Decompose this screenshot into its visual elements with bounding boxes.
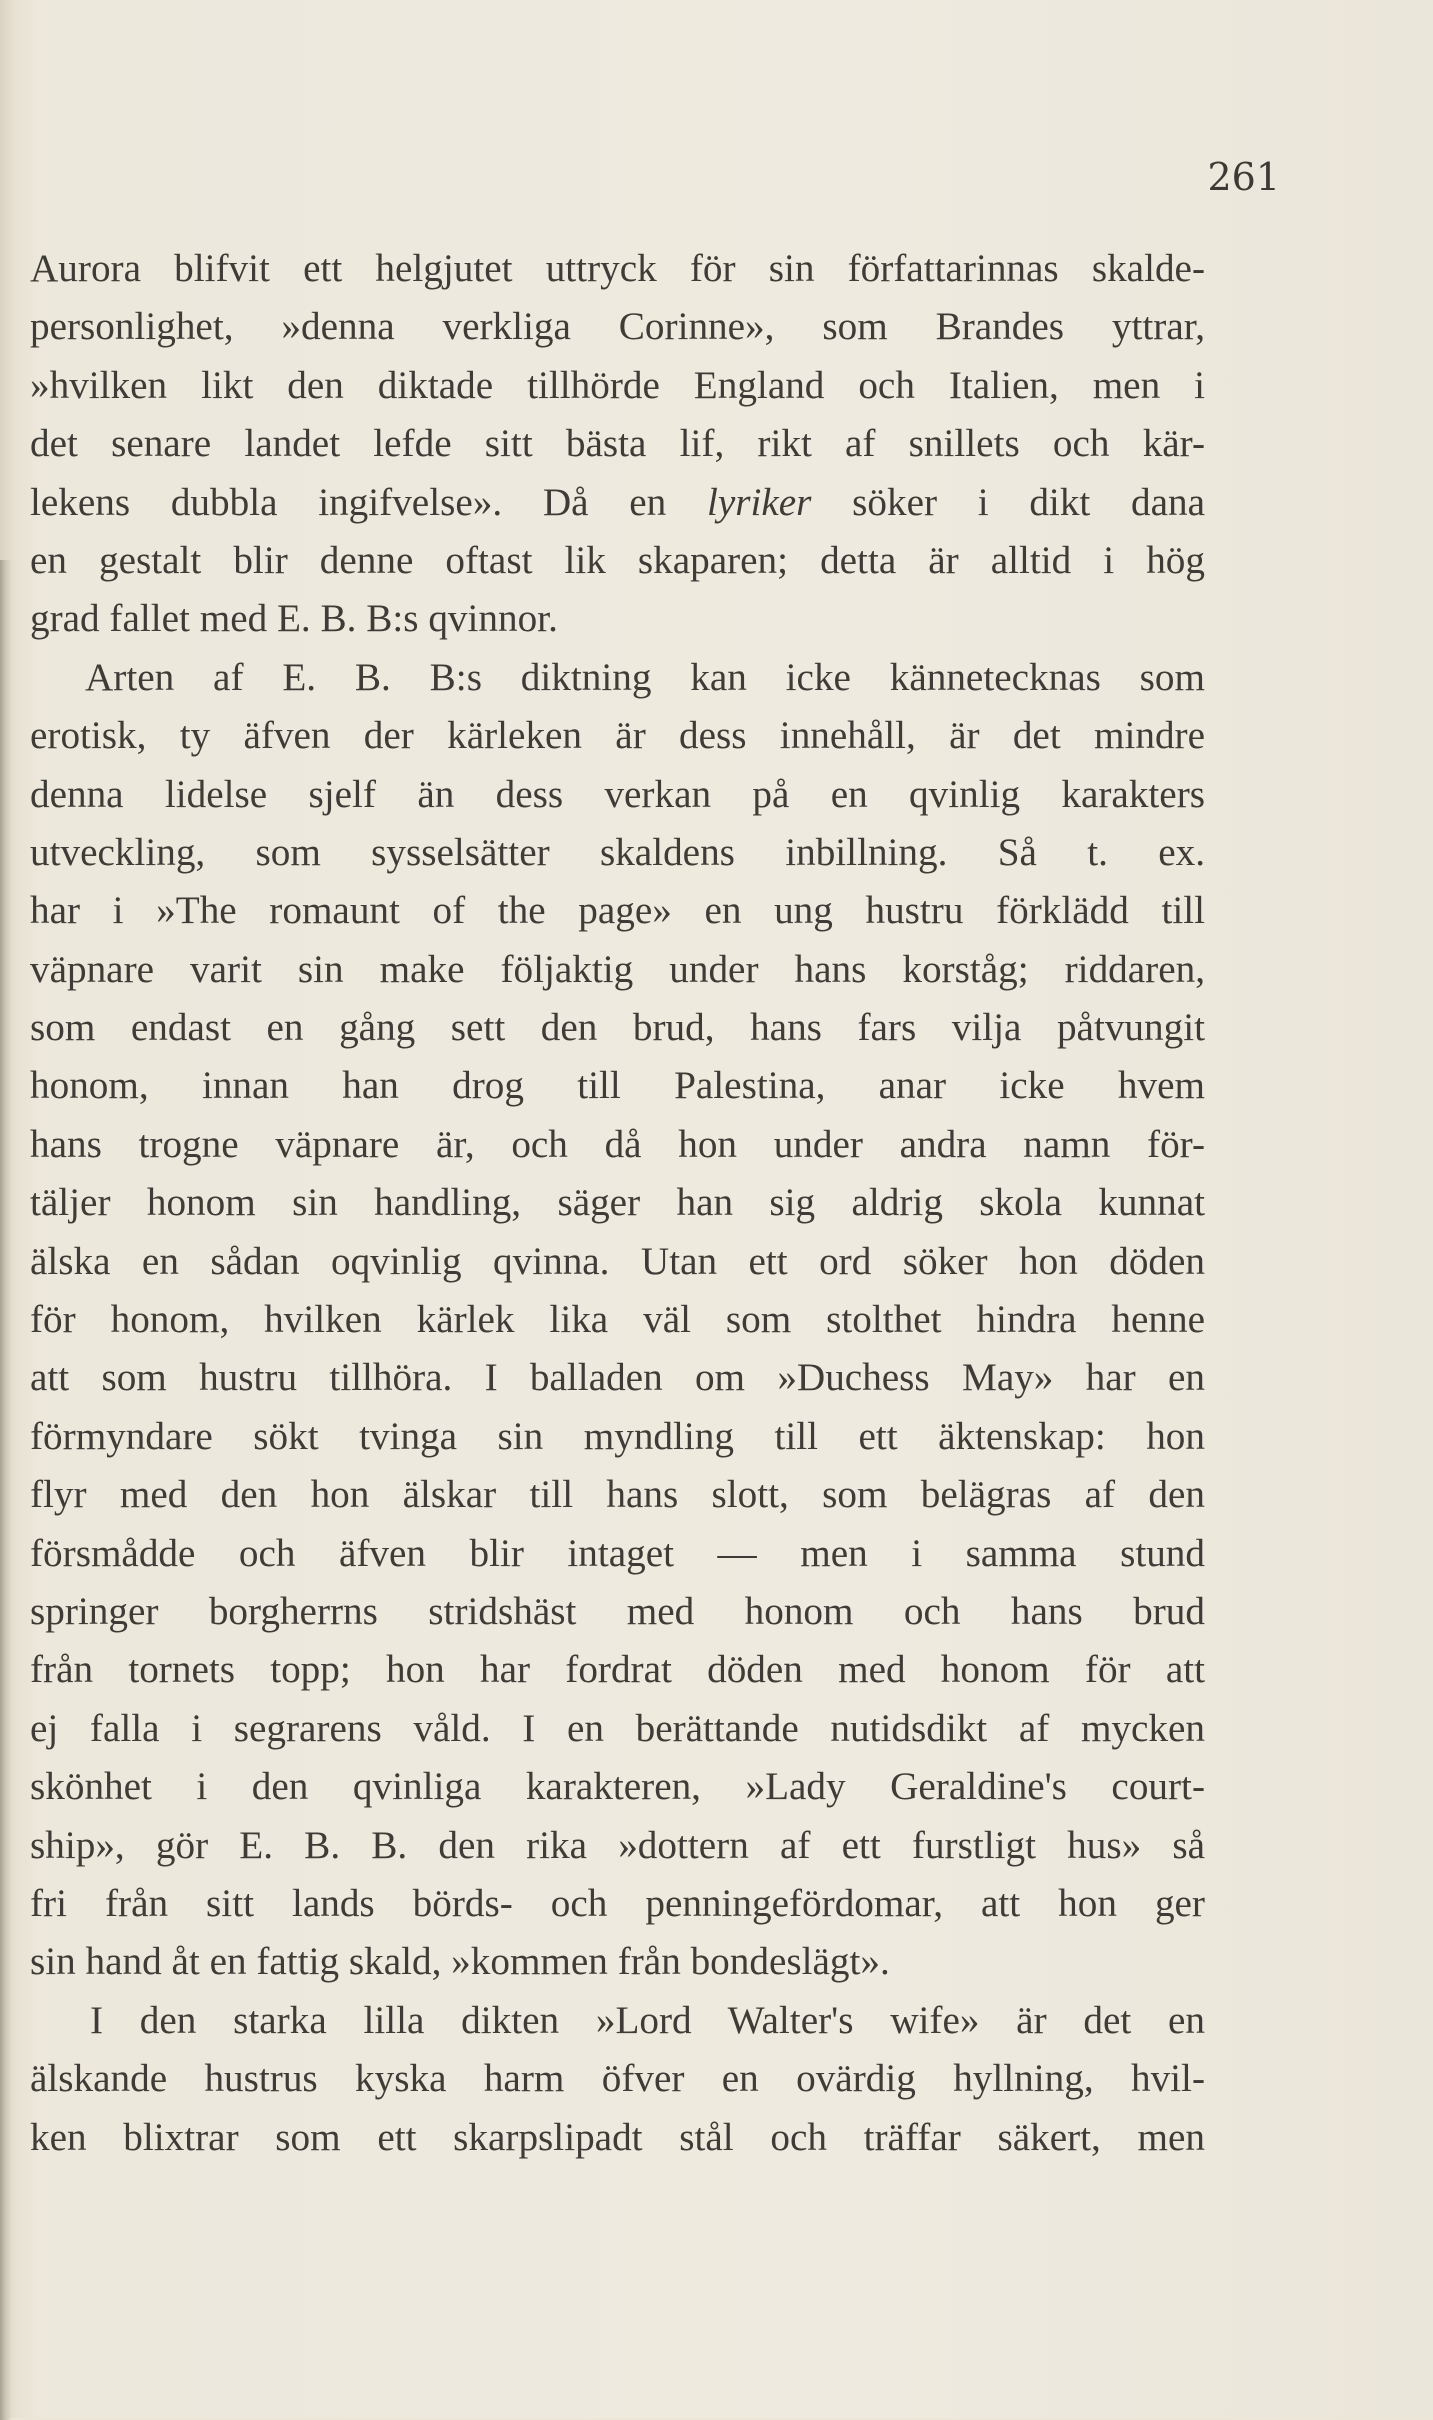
text-line: ej falla i segrarens våld. I en berättande nutidsdikt af mycken xyxy=(30,1706,1205,1750)
text-line: som endast en gång sett den brud, hans fars vilja påtvungit xyxy=(30,1006,1205,1050)
text-line: denna lidelse sjelf än dess verkan på en qvinlig karakters xyxy=(30,772,1205,816)
text-line: att som hustru tillhöra. I balladen om »Duchess May» har en xyxy=(30,1356,1205,1400)
text-line: från tornets topp; hon har fordrat döden med honom för att xyxy=(30,1648,1205,1692)
text-line: utveckling, som sysselsätter skaldens inbillning. Så t. ex. xyxy=(30,830,1205,874)
text-line: älskande hustrus kyska harm öfver en ovärdig hyllning, hvil- xyxy=(30,2057,1205,2101)
text-line: ken blixtrar som ett skarpslipadt stål och träffar säkert, men xyxy=(30,2115,1205,2159)
text-line: personlighet, »denna verkliga Corinne», som Brandes yttrar, xyxy=(30,305,1205,349)
text-line: skönhet i den qvinliga karakteren, »Lady Geraldine's court- xyxy=(30,1765,1205,1809)
text-line: försmådde och äfven blir intaget — men i samma stund xyxy=(30,1531,1205,1575)
text-line: Aurora blifvit ett helgjutet uttryck för sin författarinnas skalde- xyxy=(30,247,1205,290)
text-line: fri från sitt lands börds- och penningefördomar, att hon ger xyxy=(30,1881,1205,1925)
text-line: springer borgherrns stridshäst med honom och hans brud xyxy=(30,1589,1205,1633)
text-line: en gestalt blir denne oftast lik skaparen; detta är alltid i hög xyxy=(30,538,1205,582)
text-line: sin hand åt en fattig skald, »kommen från bondeslägt». xyxy=(30,1940,890,1984)
text-line: väpnare varit sin make följaktig under hans korståg; riddaren, xyxy=(30,947,1205,991)
text-line: har i »The romaunt of the page» en ung hustru förklädd till xyxy=(30,889,1205,933)
text-line: förmyndare sökt tvinga sin myndling till ett äktenskap: hon xyxy=(30,1414,1205,1458)
text-line: det senare landet lefde sitt bästa lif, rikt af snillets och kär- xyxy=(30,422,1205,466)
text-line: honom, innan han drog till Palestina, anar icke hvem xyxy=(30,1064,1205,1108)
page-edge-shadow xyxy=(0,560,12,2420)
text-line: täljer honom sin handling, säger han sig aldrig skola kunnat xyxy=(30,1181,1205,1225)
text-line: älska en sådan oqvinlig qvinna. Utan ett ord söker hon döden xyxy=(30,1239,1205,1283)
text-line: »hvilken likt den diktade tillhörde England och Italien, men i xyxy=(30,363,1205,407)
text-line: I den starka lilla dikten »Lord Walter's wife» är det en xyxy=(90,1998,1205,2042)
text-line: grad fallet med E. B. B:s qvinnor. xyxy=(30,597,558,641)
body-text xyxy=(30,240,1205,2167)
emphasized-word: lyriker xyxy=(706,480,812,524)
page-number: 261 xyxy=(1207,155,1280,199)
text-line: ship», gör E. B. B. den rika »dottern af ett furstligt hus» så xyxy=(30,1823,1205,1867)
text-line: lekens dubbla ingifvelse». Då en lyriker söker i dikt dana xyxy=(30,480,1205,524)
text-line: Arten af E. B. B:s diktning kan icke kännetecknas som xyxy=(85,655,1205,699)
text-line: för honom, hvilken kärlek lika väl som stolthet hindra henne xyxy=(30,1298,1205,1342)
text-line: flyr med den hon älskar till hans slott, som belägras af den xyxy=(30,1473,1205,1517)
text-line: hans trogne väpnare är, och då hon under andra namn för- xyxy=(30,1122,1205,1166)
text-line: erotisk, ty äfven der kärleken är dess innehåll, är det mindre xyxy=(30,714,1205,758)
